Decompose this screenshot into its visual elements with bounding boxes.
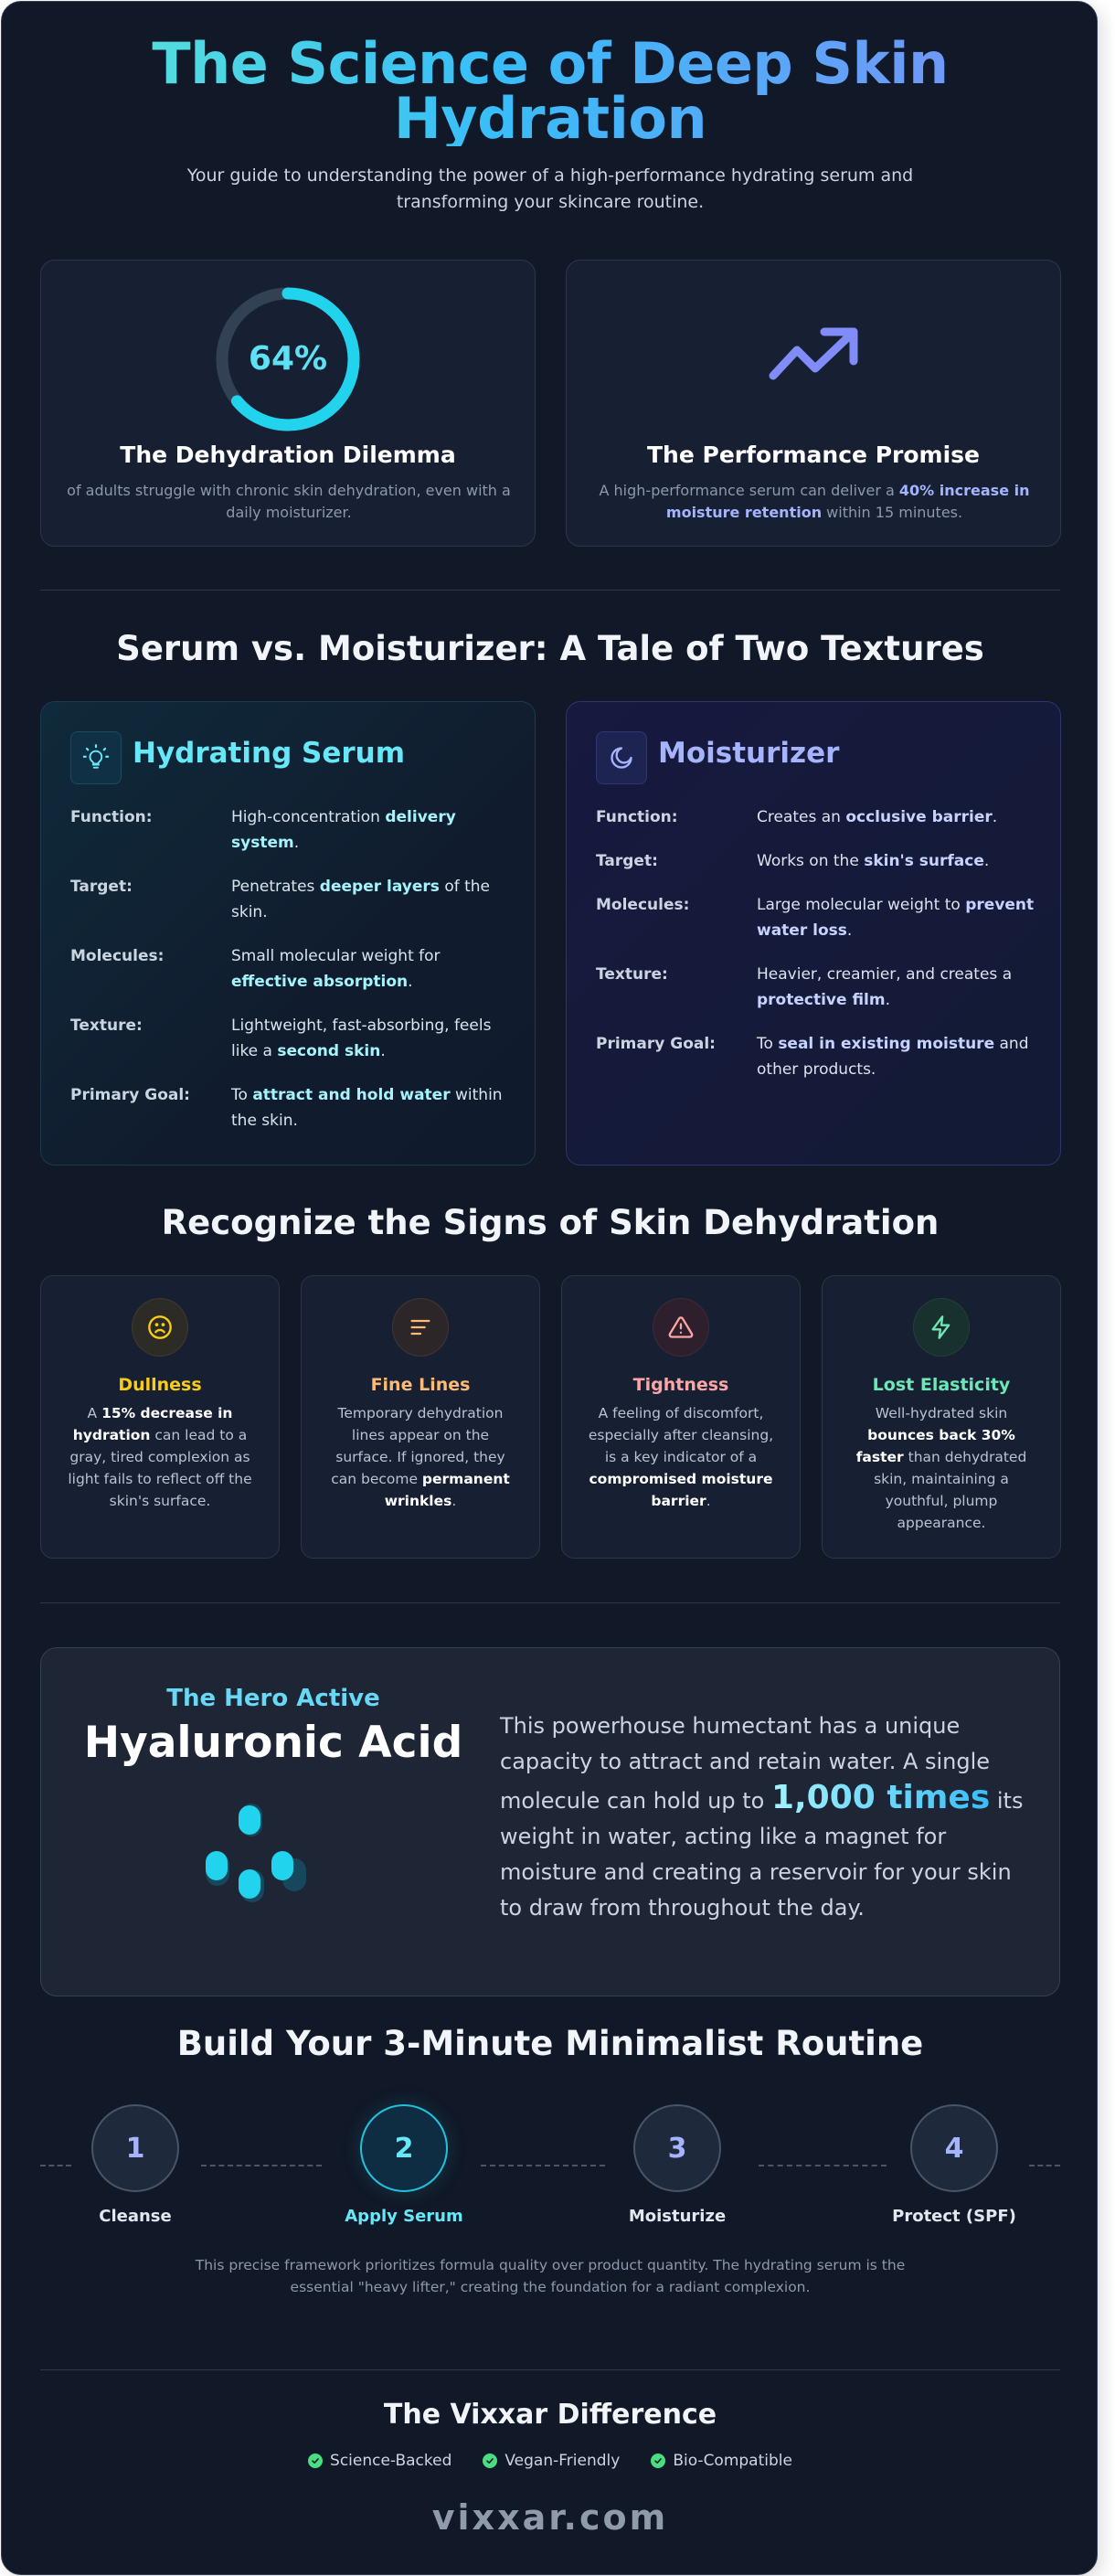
step-label: Cleanse bbox=[99, 2207, 172, 2226]
attribute-row bbox=[596, 804, 1035, 830]
sign-description: Temporary dehydration lines appear on the surface. If ignored, they can become permanent wrinkles. bbox=[331, 1405, 510, 1509]
attribute-value: Lightweight, fast-absorbing, feels like a second skin. bbox=[231, 1017, 492, 1060]
sign-description: A feeling of discomfort, especially after cleansing, is a key indicator of a compromised moisture barrier. bbox=[588, 1405, 774, 1509]
attribute-label: Function: bbox=[70, 808, 153, 826]
attribute-value: To seal in existing moisture and other products. bbox=[757, 1035, 1029, 1079]
progress-ring-icon bbox=[215, 286, 361, 432]
serum-attribute-list bbox=[70, 804, 509, 1152]
stat-description: of adults struggle with chronic skin dehydration, even with a daily moisturizer. bbox=[67, 482, 511, 521]
attribute-row bbox=[70, 874, 509, 925]
attribute-row bbox=[596, 892, 1035, 943]
section-divider bbox=[40, 2369, 1060, 2370]
routine-steps bbox=[40, 2104, 1060, 2232]
lightbulb-icon bbox=[70, 731, 122, 784]
stat-description: A high-performance serum can deliver a 40% increase in moisture retention within 15 minutes. bbox=[599, 482, 1030, 521]
hero-active-card bbox=[40, 1647, 1060, 1996]
section-divider bbox=[40, 590, 1060, 591]
sign-title: Tightness bbox=[632, 1375, 729, 1395]
sign-description: Well-hydrated skin bounces back 30% faster than dehydrated skin, maintaining a youthful, plump appearance. bbox=[855, 1405, 1027, 1531]
attribute-label: Target: bbox=[596, 852, 658, 870]
attribute-row bbox=[70, 943, 509, 995]
brand-domain-link[interactable]: vixxar.com bbox=[431, 2497, 669, 2538]
footer-title: The Vixxar Difference bbox=[383, 2399, 717, 2431]
attribute-value: To attract and hold water within the skin. bbox=[231, 1086, 503, 1130]
lightning-icon bbox=[913, 1298, 970, 1357]
warning-triangle-icon bbox=[653, 1298, 709, 1357]
badge-bio-compatible: Bio-Compatible bbox=[651, 2452, 792, 2470]
step-cleanse bbox=[62, 2104, 208, 2226]
attribute-label: Texture: bbox=[596, 965, 668, 984]
attribute-label: Texture: bbox=[70, 1017, 143, 1035]
attribute-row bbox=[70, 804, 509, 856]
sign-title: Dullness bbox=[118, 1375, 202, 1395]
step-apply-serum bbox=[331, 2104, 477, 2226]
routine-note: This precise framework prioritizes formula quality over product quantity. The hydrating serum is the essential "heavy lifter," creating the foundation for a radiant complexion. bbox=[195, 2257, 906, 2295]
step-label: Protect (SPF) bbox=[892, 2207, 1016, 2226]
serum-card bbox=[40, 701, 536, 1166]
check-circle-icon bbox=[308, 2454, 323, 2468]
moisturizer-card bbox=[566, 701, 1061, 1166]
hero-ingredient-name: Hyaluronic Acid bbox=[83, 1718, 463, 1768]
attribute-label: Primary Goal: bbox=[70, 1086, 190, 1104]
attribute-value: Penetrates deeper layers of the skin. bbox=[231, 878, 491, 921]
attribute-row bbox=[70, 1082, 509, 1134]
section-divider bbox=[40, 1602, 1060, 1603]
attribute-row bbox=[596, 962, 1035, 1013]
stat-title: The Performance Promise bbox=[647, 442, 980, 468]
moon-icon bbox=[596, 731, 647, 784]
sign-description: A 15% decrease in hydration can lead to a gray, tired complexion as light fails to reflect off the skin's surface. bbox=[68, 1405, 252, 1509]
routine-section-title: Build Your 3-Minute Minimalist Routine bbox=[176, 2024, 924, 2063]
infographic-page bbox=[1, 1, 1098, 2575]
attribute-value: Works on the skin's surface. bbox=[757, 852, 990, 870]
stat-title: The Dehydration Dilemma bbox=[120, 442, 456, 468]
check-circle-icon bbox=[651, 2454, 665, 2468]
attribute-label: Molecules: bbox=[596, 896, 690, 914]
attribute-value: Large molecular weight to prevent water loss. bbox=[757, 896, 1035, 940]
moisturizer-attribute-list bbox=[596, 804, 1035, 1101]
hero-description: This powerhouse humectant has a unique capacity to attract and retain water. A single molecule can hold up to 1,000 times its weight in water, acting like a magnet for moisture and creating a reservoir for your skin to draw from throughout the day. bbox=[500, 1713, 1024, 1921]
step-number: 4 bbox=[910, 2104, 998, 2192]
molecule-icon bbox=[206, 1804, 334, 1932]
step-label: Moisturize bbox=[628, 2207, 727, 2226]
sign-card-fine-lines bbox=[301, 1275, 540, 1559]
attribute-label: Primary Goal: bbox=[596, 1035, 716, 1053]
compare-section-title: Serum vs. Moisturizer: A Tale of Two Textures bbox=[116, 629, 984, 668]
serum-title: Hydrating Serum bbox=[133, 737, 406, 770]
attribute-value: Heavier, creamier, and creates a protective film. bbox=[757, 965, 1013, 1009]
sign-title: Lost Elasticity bbox=[872, 1375, 1011, 1395]
step-moisturize bbox=[604, 2104, 750, 2226]
stat-card-dehydration bbox=[40, 260, 536, 547]
connector-line bbox=[481, 2165, 605, 2166]
attribute-row bbox=[596, 848, 1035, 874]
hero-kicker: The Hero Active bbox=[166, 1685, 380, 1712]
page-subtitle: Your guide to understanding the power of a high-performance hydrating serum and transforming your skincare routine. bbox=[186, 165, 914, 212]
step-number: 3 bbox=[633, 2104, 721, 2192]
stat-card-performance bbox=[566, 260, 1061, 547]
attribute-value: High-concentration delivery system. bbox=[231, 808, 456, 852]
sign-title: Fine Lines bbox=[370, 1375, 471, 1395]
check-circle-icon bbox=[483, 2454, 497, 2468]
attribute-label: Molecules: bbox=[70, 947, 165, 965]
connector-line bbox=[759, 2165, 887, 2166]
connector-line bbox=[1029, 2165, 1060, 2166]
step-label: Apply Serum bbox=[345, 2207, 463, 2226]
signs-section-title: Recognize the Signs of Skin Dehydration bbox=[161, 1203, 940, 1242]
moisturizer-title: Moisturizer bbox=[658, 737, 840, 770]
attribute-label: Function: bbox=[596, 808, 678, 826]
attribute-row bbox=[70, 1013, 509, 1064]
step-protect-spf bbox=[881, 2104, 1027, 2226]
attribute-value: Creates an occlusive barrier. bbox=[757, 808, 998, 826]
lines-icon bbox=[392, 1298, 449, 1357]
attribute-value: Small molecular weight for effective absorption. bbox=[231, 947, 441, 991]
sign-card-lost-elasticity bbox=[822, 1275, 1061, 1559]
sign-card-tightness bbox=[561, 1275, 801, 1559]
step-number: 2 bbox=[360, 2104, 448, 2192]
badge-science-backed: Science-Backed bbox=[308, 2452, 451, 2470]
sad-face-icon bbox=[132, 1298, 188, 1357]
stat-value: 64% bbox=[248, 340, 328, 378]
trending-up-icon bbox=[766, 321, 868, 394]
sign-card-dullness bbox=[40, 1275, 280, 1559]
hero-highlight: 1,000 times bbox=[770, 1779, 991, 1816]
connector-line bbox=[201, 2165, 322, 2166]
attribute-label: Target: bbox=[70, 878, 133, 896]
attribute-row bbox=[596, 1031, 1035, 1082]
badge-vegan-friendly: Vegan-Friendly bbox=[483, 2452, 620, 2470]
step-number: 1 bbox=[91, 2104, 179, 2192]
feature-badges bbox=[2, 2452, 1098, 2470]
page-title: The Science of Deep Skin Hydration bbox=[2, 37, 1098, 146]
